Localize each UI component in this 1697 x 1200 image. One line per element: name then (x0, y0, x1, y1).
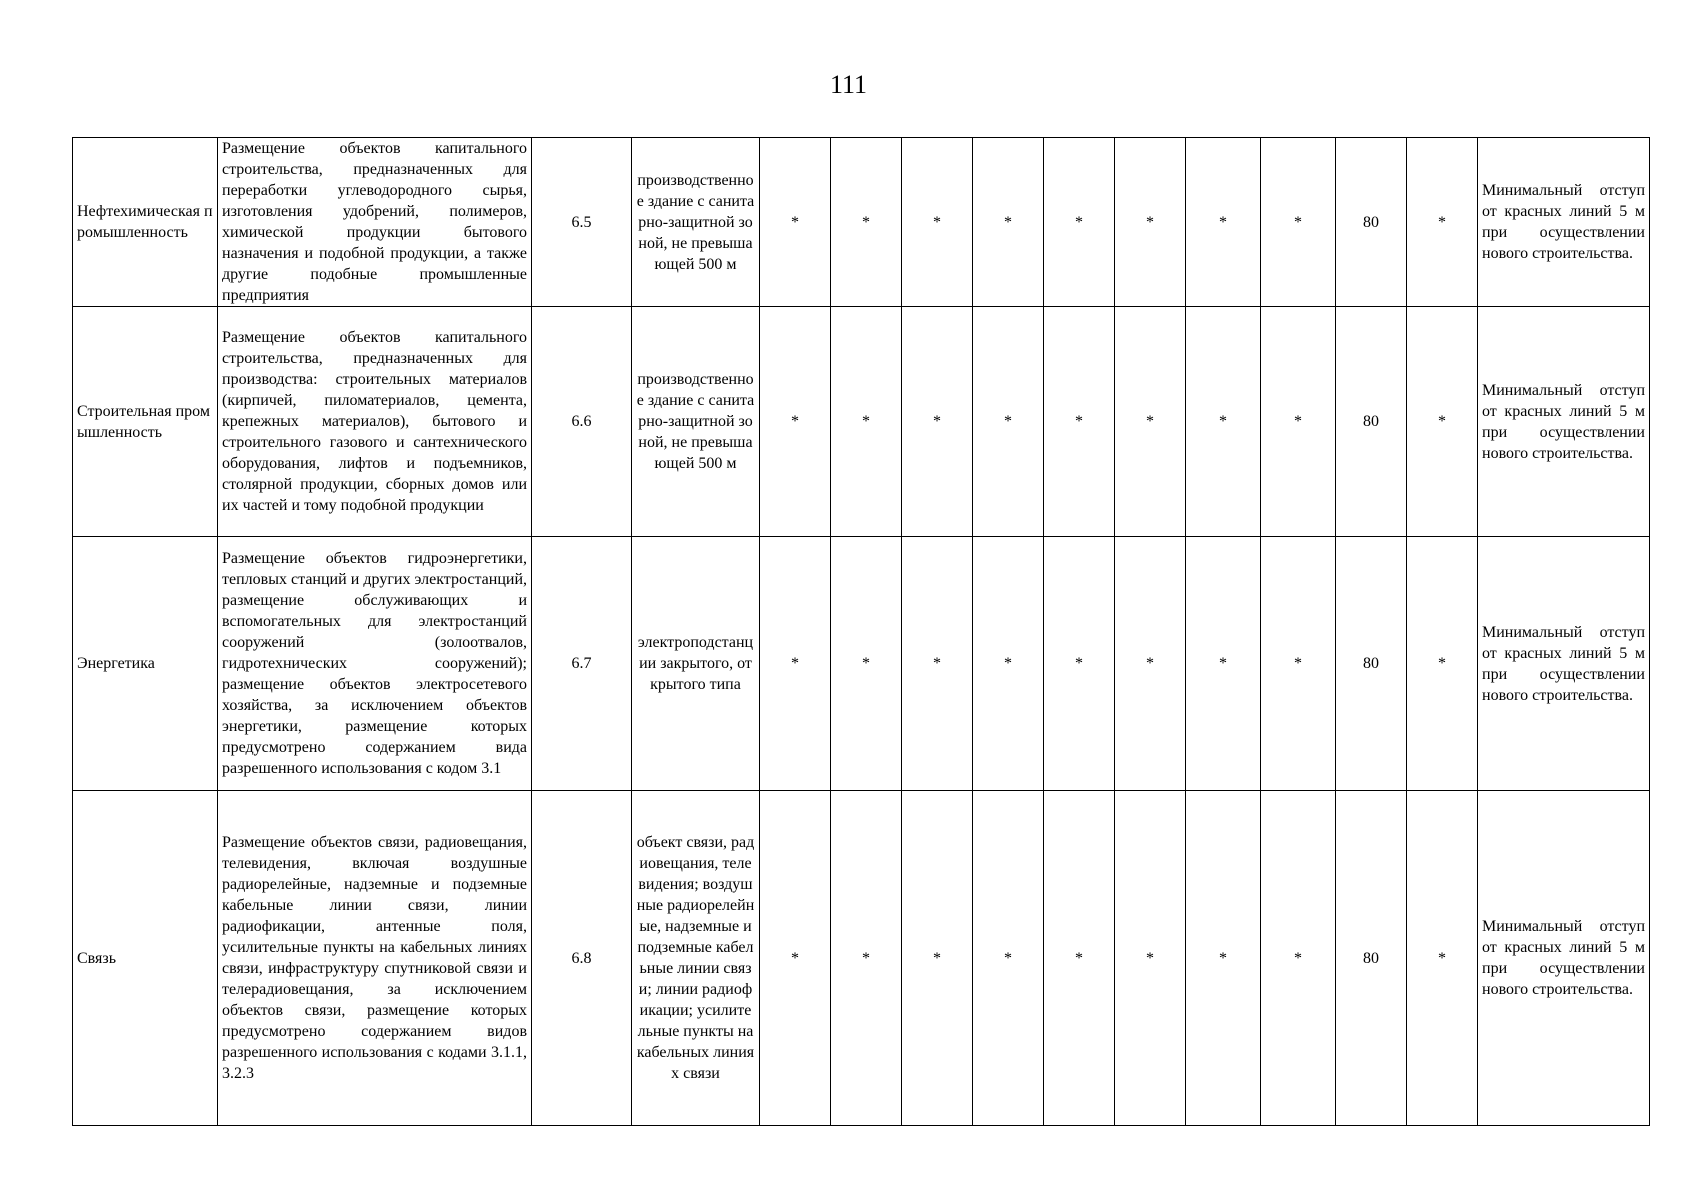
object-type: производственное здание с санитарно-защитной зоной, не превышающей 500 м (632, 138, 760, 307)
table-row (73, 537, 1650, 791)
param-cell: * (902, 138, 973, 307)
param-cell: * (973, 537, 1044, 791)
param-cell: * (1261, 138, 1336, 307)
param-cell: * (1186, 537, 1261, 791)
param-cell: * (1044, 537, 1115, 791)
use-type-description: Размещение объектов гидроэнергетики, тепловых станций и других электростанций, размещение обслуживающих и вспомогательных для электростанций сооружений (золоотвалов, гидротехнических сооружений); размещение объектов электросетевого хозяйства, за исключением объектов энергетики, размещение которых предусмотрено содержанием вида разрешенного использования с кодом 3.1 (218, 537, 532, 791)
param-cell: * (1407, 791, 1478, 1126)
param-cell: * (1044, 791, 1115, 1126)
table-row (73, 791, 1650, 1126)
param-cell: * (831, 537, 902, 791)
use-type-code: 6.6 (532, 307, 632, 537)
param-cell: * (1115, 307, 1186, 537)
param-cell: * (1115, 138, 1186, 307)
use-type-description: Размещение объектов капитального строительства, предназначенных для переработки углеводородного сырья, изготовления удобрений, полимеров, химической продукции бытового назначения и подобной продукции, а также другие подобные промышленные предприятия (218, 138, 532, 307)
param-cell: * (1044, 307, 1115, 537)
table-row (73, 138, 1650, 307)
param-cell: * (1115, 537, 1186, 791)
param-cell: * (831, 307, 902, 537)
page-number: 111 (829, 70, 868, 99)
param-cell: * (1186, 791, 1261, 1126)
setback-note: Минимальный отступ от красных линий 5 м при осуществлении нового строительства. (1478, 307, 1650, 537)
object-type: объект связи, радиовещания, телевидения; воздушные радиорелейные, надземные и подземные кабельные линии связи; линии радиофикации; усилительные пункты на кабельных линиях связи (632, 791, 760, 1126)
land-use-regulations-table (72, 137, 1650, 1126)
param-cell: * (1261, 537, 1336, 791)
param-cell: * (760, 791, 831, 1126)
param-cell: * (1115, 791, 1186, 1126)
setback-note: Минимальный отступ от красных линий 5 м при осуществлении нового строительства. (1478, 537, 1650, 791)
use-type-description: Размещение объектов капитального строительства, предназначенных для производства: строительных материалов (кирпичей, пиломатериалов, цемента, крепежных материалов), бытового и строительного газового и сантехнического оборудования, лифтов и подъемников, столярной продукции, сборных домов или их частей и тому подобной продукции (218, 307, 532, 537)
param-cell: * (1407, 307, 1478, 537)
param-cell: * (760, 307, 831, 537)
param-cell: * (1186, 307, 1261, 537)
param-cell: 80 (1336, 791, 1407, 1126)
param-cell: * (1186, 138, 1261, 307)
param-cell: * (1407, 138, 1478, 307)
setback-note: Минимальный отступ от красных линий 5 м при осуществлении нового строительства. (1478, 791, 1650, 1126)
use-type-code: 6.8 (532, 791, 632, 1126)
param-cell: * (1407, 537, 1478, 791)
use-type-name: Связь (73, 791, 218, 1126)
param-cell: * (1261, 307, 1336, 537)
param-cell: * (902, 791, 973, 1126)
use-type-name: Энергетика (73, 537, 218, 791)
param-cell: * (1044, 138, 1115, 307)
use-type-code: 6.7 (532, 537, 632, 791)
param-cell: 80 (1336, 307, 1407, 537)
param-cell: * (831, 138, 902, 307)
param-cell: * (760, 537, 831, 791)
param-cell: * (831, 791, 902, 1126)
param-cell: 80 (1336, 138, 1407, 307)
use-type-name: Нефтехимическая промышленность (73, 138, 218, 307)
param-cell: * (1261, 791, 1336, 1126)
table-row (73, 307, 1650, 537)
param-cell: 80 (1336, 537, 1407, 791)
use-type-name: Строительная промышленность (73, 307, 218, 537)
param-cell: * (902, 537, 973, 791)
param-cell: * (760, 138, 831, 307)
param-cell: * (902, 307, 973, 537)
object-type: производственное здание с санитарно-защитной зоной, не превышающей 500 м (632, 307, 760, 537)
use-type-code: 6.5 (532, 138, 632, 307)
object-type: электроподстанции закрытого, открытого типа (632, 537, 760, 791)
param-cell: * (973, 138, 1044, 307)
param-cell: * (973, 307, 1044, 537)
use-type-description: Размещение объектов связи, радиовещания, телевидения, включая воздушные радиорелейные, надземные и подземные кабельные линии связи, линии радиофикации, антенные поля, усилительные пункты на кабельных линиях связи, инфраструктуру спутниковой связи и телерадиовещания, за исключением объектов связи, размещение которых предусмотрено содержанием видов разрешенного использования с кодами 3.1.1, 3.2.3 (218, 791, 532, 1126)
setback-note: Минимальный отступ от красных линий 5 м при осуществлении нового строительства. (1478, 138, 1650, 307)
param-cell: * (973, 791, 1044, 1126)
